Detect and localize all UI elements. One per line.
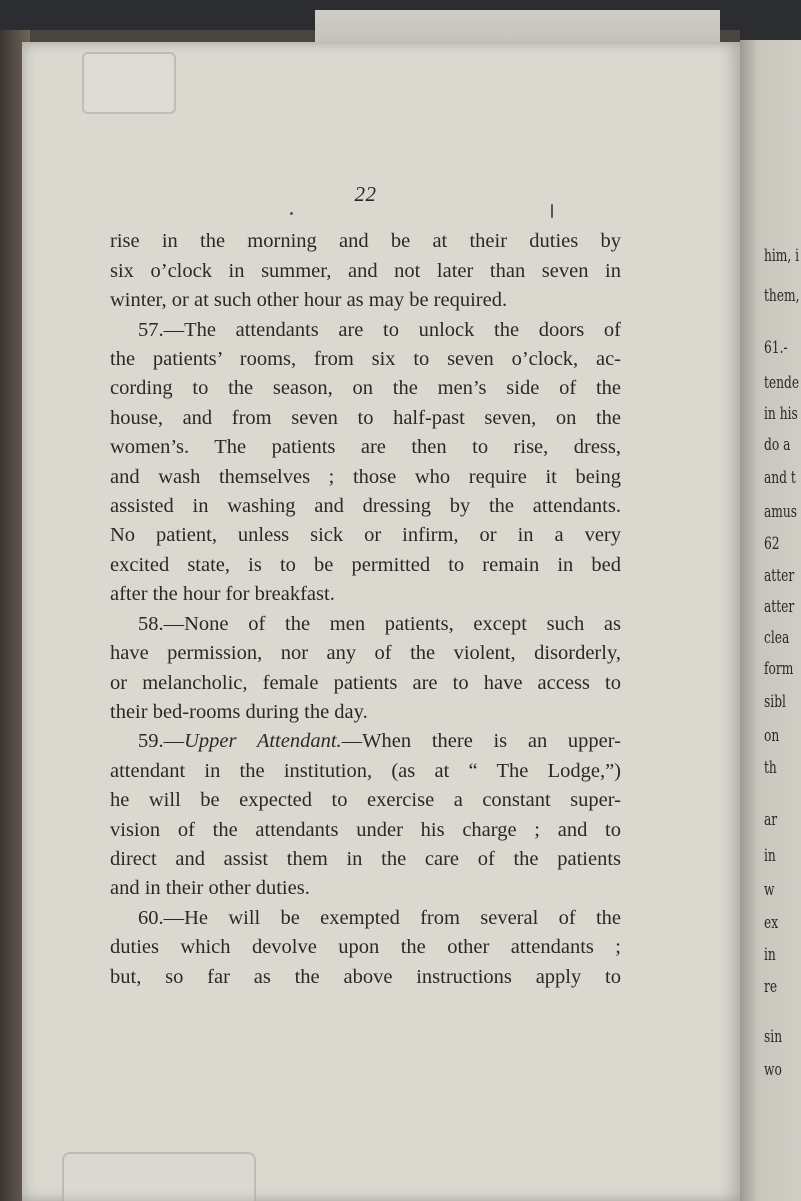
text-line: cording to the season, on the men’s side of the — [110, 377, 621, 400]
adjacent-page-edge — [740, 40, 801, 1201]
next-page-fragment: atter — [764, 566, 795, 586]
next-page-fragment: 61.- — [764, 338, 788, 358]
text-line: have permission, nor any of the violent, disorderly, — [110, 642, 621, 665]
next-page-fragment: re — [764, 977, 778, 997]
text-line: 58.—None of the men patients, except such as — [138, 612, 621, 635]
text-line: vision of the attendants under his charge ; and to — [110, 818, 621, 841]
next-page-fragment: on — [764, 726, 780, 746]
next-page-fragment: ar — [764, 810, 778, 830]
next-page-fragment: in — [764, 945, 776, 965]
next-page-fragment: 62 — [764, 534, 780, 554]
next-page-fragment: and t — [764, 468, 796, 488]
section-heading: Upper Attendant. — [184, 730, 342, 753]
text-line: six o’clock in summer, and not later than seven in — [110, 259, 621, 282]
section-number: 59.— — [138, 730, 185, 753]
next-page-fragment: him, i — [764, 246, 800, 266]
text-line: winter, or at such other hour as may be required. — [110, 289, 508, 312]
text-line: rise in the morning and be at their duties by — [110, 230, 621, 253]
text-line: after the hour for breakfast. — [110, 583, 335, 606]
next-page-fragment: do a — [764, 435, 791, 455]
text-line: assisted in washing and dressing by the attendants. — [110, 495, 621, 518]
next-page-fragment: ex — [764, 913, 779, 933]
text-line: No patient, unless sick or infirm, or in a very — [110, 524, 621, 547]
next-page-fragment: tende — [764, 373, 800, 393]
text-line: and in their other duties. — [110, 877, 310, 900]
text-line: 60.—He will be exempted from several of the — [138, 906, 621, 929]
tape-strip — [315, 10, 720, 46]
page-text — [110, 180, 621, 992]
page-clip-bottom — [62, 1152, 256, 1201]
next-page-fragment: amus — [764, 502, 798, 522]
text-line: or melancholic, female patients are to have access to — [110, 671, 621, 694]
text-line: the patients’ rooms, from six to seven o’clock, ac- — [110, 348, 621, 371]
text-line-59 — [110, 727, 621, 756]
section-text: —When there is an upper- — [341, 730, 621, 753]
text-line: duties which devolve upon the other attendants ; — [110, 936, 621, 959]
text-line: excited state, is to be permitted to remain in bed — [110, 553, 621, 576]
page-clip-top — [82, 52, 176, 114]
next-page-fragment: clea — [764, 628, 790, 648]
text-line: but, so far as the above instructions apply to — [110, 965, 621, 988]
text-line: and wash themselves ; those who require it being — [110, 465, 621, 488]
next-page-fragment: th — [764, 758, 777, 778]
next-page-fragment: in his — [764, 404, 798, 424]
text-line: women’s. The patients are then to rise, dress, — [110, 436, 621, 459]
text-line: their bed-rooms during the day. — [110, 700, 368, 723]
text-line: house, and from seven to half-past seven, on the — [110, 406, 621, 429]
text-line: direct and assist them in the care of the patients — [110, 847, 621, 870]
next-page-fragment: them, — [764, 286, 800, 306]
next-page-fragment: form — [764, 659, 794, 679]
text-line: 57.—The attendants are to unlock the doors of — [138, 318, 621, 341]
text-line: attendant in the institution, (as at “ The Lodge,”) — [110, 759, 621, 782]
next-page-fragment: wo — [764, 1060, 782, 1080]
next-page-fragment: sin — [764, 1027, 783, 1047]
next-page-fragment: atter — [764, 597, 795, 617]
text-line: he will be expected to exercise a constant super- — [110, 789, 621, 812]
next-page-fragment: w — [764, 880, 775, 900]
page-number: 22 — [354, 182, 377, 206]
next-page-fragment: in — [764, 846, 776, 866]
next-page-fragment: sibl — [764, 692, 786, 712]
